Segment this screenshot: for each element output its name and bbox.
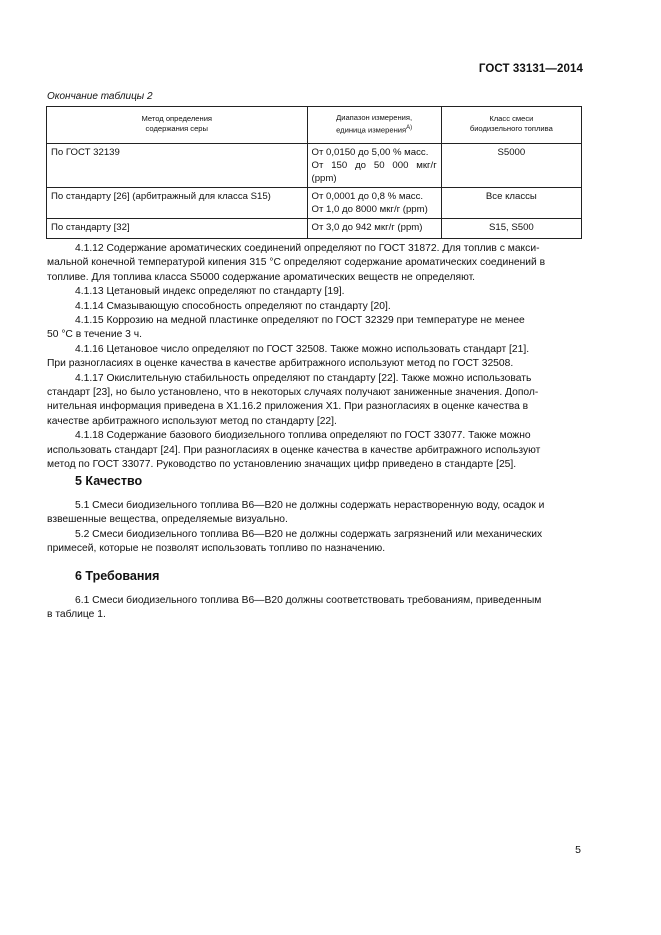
clause-5-1: 5.1 Смеси биодизельного топлива В6—В20 не должны содержать нерастворенную воду, осадок и взвешенные вещества, определяемые визуально. — [47, 500, 545, 526]
clause-4-1-12: 4.1.12 Содержание ароматических соединений определяют по ГОСТ 31872. Для топлив с макси- мальной конечной температурой кипения 315 °С определяют содержание ароматических соединений в топливе. Для топлива класса S5000 содержание ароматических веществ не определяют. — [47, 243, 546, 283]
document-code: ГОСТ 33131—2014 — [478, 63, 583, 75]
section-5-title: 5 Качество — [75, 474, 143, 488]
page-number: 5 — [575, 844, 581, 856]
table-caption: Окончание таблицы 2 — [47, 91, 153, 102]
row-range: От 0,0001 до 0,8 % масс. От 1,0 до 8000 мкг/г (ppm) — [307, 187, 441, 218]
clause-4-1-14: 4.1.14 Смазывающую способность определяют по стандарту [20]. — [75, 300, 391, 312]
header-range: Диапазон измерения, единица измерения$^{A)}$ — [307, 107, 441, 144]
row-method: По стандарту [26] (арбитражный для класса S15) — [47, 187, 308, 218]
clause-4-1-18: 4.1.18 Содержание базового биодизельного топлива определяют по ГОСТ 33077. Также можно использовать стандарт [24]. При разногласиях в оценке качества в качестве арбитражного используют метод по ГОСТ 33077. Руководство по установлению значащих цифр приведено в стандарте [25]. — [47, 430, 541, 471]
row-class: Все классы — [441, 187, 581, 218]
table-row — [47, 218, 582, 238]
header-method: Метод определения содержания серы — [47, 107, 308, 144]
table-row — [47, 187, 582, 218]
row-method: По ГОСТ 32139 — [47, 143, 308, 187]
row-range: От 3,0 до 942 мкг/г (ppm) — [307, 218, 441, 238]
clause-4-1-15: 4.1.15 Коррозию на медной пластинке определяют по ГОСТ 32329 при температуре не менее 50 °С в течение 3 ч. — [47, 315, 525, 341]
row-class: S5000 — [441, 143, 581, 187]
clause-4-1-13: 4.1.13 Цетановый индекс определяют по стандарту [19]. — [75, 286, 345, 298]
clause-5-2: 5.2 Смеси биодизельного топлива В6—В20 не должны содержать загрязнений или механических примесей, которые не позволят использовать топливо по назначению. — [47, 528, 543, 555]
sulfur-methods-table — [46, 106, 582, 239]
clause-4-1-17: 4.1.17 Окислительную стабильность определяют по стандарту [22]. Также можно использовать стандарт [23], но было установлено, что в некоторых случаях получают заниженные значения. Допол- нительная информация приведена в Х1.16.2 приложения Х1. При разногласиях в оценке качества в качестве арбитражного используют метод по стандарту [22]. — [47, 372, 539, 427]
section-6-title: 6 Требования — [75, 569, 160, 583]
row-class: S15, S500 — [441, 218, 581, 238]
section-5-body — [47, 499, 582, 557]
clause-6-1: 6.1 Смеси биодизельного топлива В6—В20 должны соответствовать требованиям, приведенным в таблице 1. — [47, 595, 542, 621]
table-header-row — [47, 107, 582, 144]
footnote-mark: A) — [406, 125, 413, 131]
header-class: Класс смеси биодизельного топлива — [441, 107, 581, 144]
row-method: По стандарту [32] — [47, 218, 308, 238]
section-6-body — [47, 594, 582, 623]
clause-4-1-16: 4.1.16 Цетановое число определяют по ГОСТ 32508. Также можно использовать стандарт [21]. При разногласиях в оценке качества в качестве арбитражного используют метод по ГОСТ 32508. — [47, 343, 530, 370]
clauses-block — [47, 242, 582, 473]
table-row — [47, 143, 582, 187]
row-range: От 0,0150 до 5,00 % масс. От 150 до 50 000 мкг/г (ppm) — [307, 143, 441, 187]
